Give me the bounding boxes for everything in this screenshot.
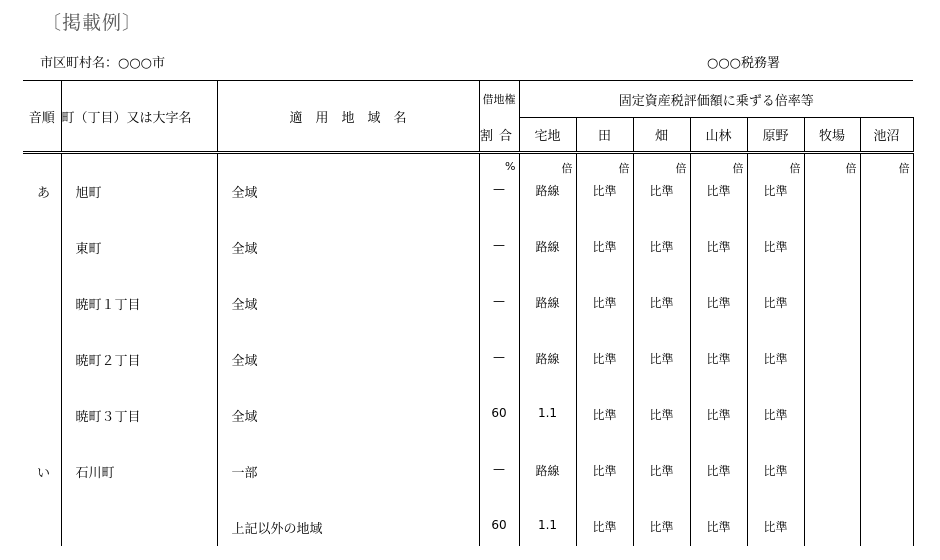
cell-area xyxy=(217,490,479,546)
cell-multiplier-text: 比準 xyxy=(592,352,617,366)
cell-town-text: 石川町 xyxy=(75,466,115,481)
cell-multiplier-text: 比準 xyxy=(706,240,731,254)
cell-multiplier-text: 路線 xyxy=(535,352,560,366)
cell-multiplier-text: 比準 xyxy=(649,296,674,310)
cell-multiplier-text: 比準 xyxy=(592,240,617,254)
table-body xyxy=(23,153,913,547)
unit-label: % xyxy=(505,160,516,173)
cell-multiplier xyxy=(690,322,747,378)
cell-multiplier xyxy=(747,153,804,211)
cell-multiplier-text: 1.1 xyxy=(537,406,558,420)
cell-rate xyxy=(479,266,519,322)
cell-multiplier xyxy=(690,153,747,211)
cell-town xyxy=(61,434,217,490)
cell-multiplier xyxy=(519,153,576,211)
cell-multiplier xyxy=(633,434,690,490)
cell-multiplier xyxy=(576,153,633,211)
cell-town-text: 暁町１丁目 xyxy=(75,298,141,313)
header-rate-bottom: 割合 xyxy=(479,118,519,153)
cell-area xyxy=(217,266,479,322)
cell-multiplier xyxy=(804,322,860,378)
cell-area-text: 全域 xyxy=(231,186,258,201)
cell-multiplier xyxy=(633,266,690,322)
cell-multiplier-text: 比準 xyxy=(763,520,788,534)
unit-label: 倍 xyxy=(898,162,910,175)
cell-multiplier xyxy=(747,490,804,546)
cell-area xyxy=(217,153,479,211)
cell-multiplier xyxy=(519,322,576,378)
cell-multiplier xyxy=(576,210,633,266)
cell-onjun xyxy=(23,322,61,378)
cell-multiplier xyxy=(633,210,690,266)
cell-multiplier xyxy=(804,210,860,266)
cell-multiplier xyxy=(633,322,690,378)
cell-multiplier-text: 比準 xyxy=(706,464,731,478)
tax-office-label: ○○○税務署 xyxy=(707,56,781,71)
unit-label: 倍 xyxy=(789,162,801,175)
cell-multiplier-text: 1.1 xyxy=(537,518,558,532)
cell-multiplier-text: 比準 xyxy=(763,240,788,254)
cell-multiplier xyxy=(860,153,913,211)
cell-multiplier xyxy=(519,210,576,266)
header-col-sanrin: 山林 xyxy=(690,118,747,153)
cell-town-text: 暁町２丁目 xyxy=(75,354,141,369)
cell-multiplier-text: 比準 xyxy=(592,520,617,534)
cell-multiplier xyxy=(576,378,633,434)
unit-label: 倍 xyxy=(618,162,630,175)
cell-town xyxy=(61,210,217,266)
municipality-label: 市区町村名：○○○市 xyxy=(40,56,166,71)
cell-rate xyxy=(479,378,519,434)
table-row xyxy=(23,434,913,490)
cell-multiplier-text: 比準 xyxy=(592,408,617,422)
cell-multiplier xyxy=(747,322,804,378)
cell-multiplier xyxy=(804,378,860,434)
cell-multiplier xyxy=(576,490,633,546)
cell-area-text: 全域 xyxy=(231,298,258,313)
cell-multiplier-text: 比準 xyxy=(592,464,617,478)
cell-multiplier-text: 比準 xyxy=(763,296,788,310)
cell-rate xyxy=(479,490,519,546)
cell-multiplier-text: 比準 xyxy=(763,184,788,198)
header-col-takuchi: 宅地 xyxy=(519,118,576,153)
unit-label: 倍 xyxy=(732,162,744,175)
cell-multiplier-text: 比準 xyxy=(706,408,731,422)
header-col-ta: 田 xyxy=(576,118,633,153)
cell-rate xyxy=(479,210,519,266)
cell-rate xyxy=(479,434,519,490)
cell-multiplier-text: 比準 xyxy=(649,520,674,534)
unit-label: 倍 xyxy=(561,162,573,175)
multiplier-table xyxy=(23,80,914,546)
cell-multiplier xyxy=(804,153,860,211)
cell-multiplier-text: 比準 xyxy=(763,352,788,366)
cell-area xyxy=(217,322,479,378)
cell-area xyxy=(217,378,479,434)
header-area: 適 用 地 域 名 xyxy=(217,81,479,153)
cell-multiplier xyxy=(804,266,860,322)
cell-multiplier xyxy=(860,210,913,266)
cell-onjun-text: い xyxy=(37,466,51,481)
cell-multiplier-text: 比準 xyxy=(592,184,617,198)
header-col-chisho: 池沼 xyxy=(860,118,913,153)
cell-multiplier xyxy=(747,266,804,322)
cell-multiplier-text: 比準 xyxy=(706,184,731,198)
cell-multiplier-text: 比準 xyxy=(649,240,674,254)
cell-multiplier xyxy=(690,490,747,546)
cell-rate xyxy=(479,153,519,211)
cell-multiplier-text: 比準 xyxy=(706,520,731,534)
cell-area xyxy=(217,434,479,490)
cell-multiplier-text: 比準 xyxy=(649,352,674,366)
cell-multiplier-text: 比準 xyxy=(763,464,788,478)
cell-multiplier xyxy=(690,210,747,266)
cell-area-text: 全域 xyxy=(231,410,258,425)
cell-multiplier-text: 比準 xyxy=(649,184,674,198)
cell-multiplier xyxy=(519,434,576,490)
cell-multiplier-text: 路線 xyxy=(535,464,560,478)
cell-onjun-text: あ xyxy=(37,186,51,201)
cell-multiplier xyxy=(633,490,690,546)
cell-area-text: 全域 xyxy=(231,354,258,369)
cell-multiplier xyxy=(804,490,860,546)
cell-multiplier-text: 比準 xyxy=(763,408,788,422)
unit-label: 倍 xyxy=(675,162,687,175)
header-col-bokujo: 牧場 xyxy=(804,118,860,153)
cell-area xyxy=(217,210,479,266)
cell-town xyxy=(61,153,217,211)
header-rate-top: 借地権 xyxy=(479,81,519,118)
cell-town-text: 暁町３丁目 xyxy=(75,410,141,425)
cell-multiplier xyxy=(633,378,690,434)
header-multiplier-group: 固定資産税評価額に乗ずる倍率等 xyxy=(519,81,913,118)
cell-multiplier-text: 比準 xyxy=(592,296,617,310)
cell-multiplier xyxy=(633,153,690,211)
cell-multiplier xyxy=(747,378,804,434)
cell-multiplier xyxy=(747,210,804,266)
cell-town-text: 旭町 xyxy=(75,186,102,201)
cell-rate-text: — xyxy=(493,350,505,364)
cell-multiplier xyxy=(860,322,913,378)
cell-area-text: 一部 xyxy=(231,466,258,481)
unit-label: 倍 xyxy=(845,162,857,175)
cell-multiplier-text: 比準 xyxy=(649,464,674,478)
cell-rate-text: — xyxy=(493,182,505,196)
cell-onjun xyxy=(23,210,61,266)
header-town: 町（丁目）又は大字名 xyxy=(61,81,217,153)
cell-town xyxy=(61,378,217,434)
cell-multiplier-text: 路線 xyxy=(535,184,560,198)
cell-area-text: 上記以外の地域 xyxy=(231,522,323,537)
table-row xyxy=(23,322,913,378)
cell-town xyxy=(61,266,217,322)
cell-onjun xyxy=(23,378,61,434)
cell-multiplier xyxy=(519,378,576,434)
cell-multiplier-text: 路線 xyxy=(535,296,560,310)
cell-town-text: 東町 xyxy=(75,242,102,257)
table-row xyxy=(23,266,913,322)
cell-multiplier xyxy=(860,490,913,546)
cell-onjun xyxy=(23,490,61,546)
cell-multiplier xyxy=(519,266,576,322)
header-col-genya: 原野 xyxy=(747,118,804,153)
cell-area-text: 全域 xyxy=(231,242,258,257)
cell-multiplier-text: 路線 xyxy=(535,240,560,254)
cell-multiplier xyxy=(804,434,860,490)
page-title: 〔掲載例〕 xyxy=(42,12,143,34)
table-row xyxy=(23,490,913,546)
cell-multiplier-text: 比準 xyxy=(706,296,731,310)
cell-multiplier xyxy=(576,434,633,490)
cell-onjun xyxy=(23,434,61,490)
cell-rate-text: 60 xyxy=(491,518,507,532)
cell-multiplier xyxy=(860,378,913,434)
cell-multiplier xyxy=(576,266,633,322)
cell-multiplier xyxy=(747,434,804,490)
header-col-hata: 畑 xyxy=(633,118,690,153)
cell-town xyxy=(61,322,217,378)
table-row xyxy=(23,153,913,211)
table-row xyxy=(23,378,913,434)
cell-town xyxy=(61,490,217,546)
cell-multiplier-text: 比準 xyxy=(649,408,674,422)
cell-rate-text: — xyxy=(493,462,505,476)
cell-rate-text: — xyxy=(493,238,505,252)
cell-multiplier xyxy=(690,266,747,322)
cell-multiplier-text: 比準 xyxy=(706,352,731,366)
cell-multiplier xyxy=(860,434,913,490)
cell-onjun xyxy=(23,266,61,322)
cell-onjun xyxy=(23,153,61,211)
cell-rate-text: 60 xyxy=(491,406,507,420)
cell-multiplier xyxy=(690,434,747,490)
cell-rate xyxy=(479,322,519,378)
table-row xyxy=(23,210,913,266)
cell-multiplier xyxy=(690,378,747,434)
cell-multiplier xyxy=(860,266,913,322)
cell-multiplier xyxy=(576,322,633,378)
header-onjun: 音順 xyxy=(23,81,61,153)
cell-multiplier xyxy=(519,490,576,546)
cell-rate-text: — xyxy=(493,294,505,308)
